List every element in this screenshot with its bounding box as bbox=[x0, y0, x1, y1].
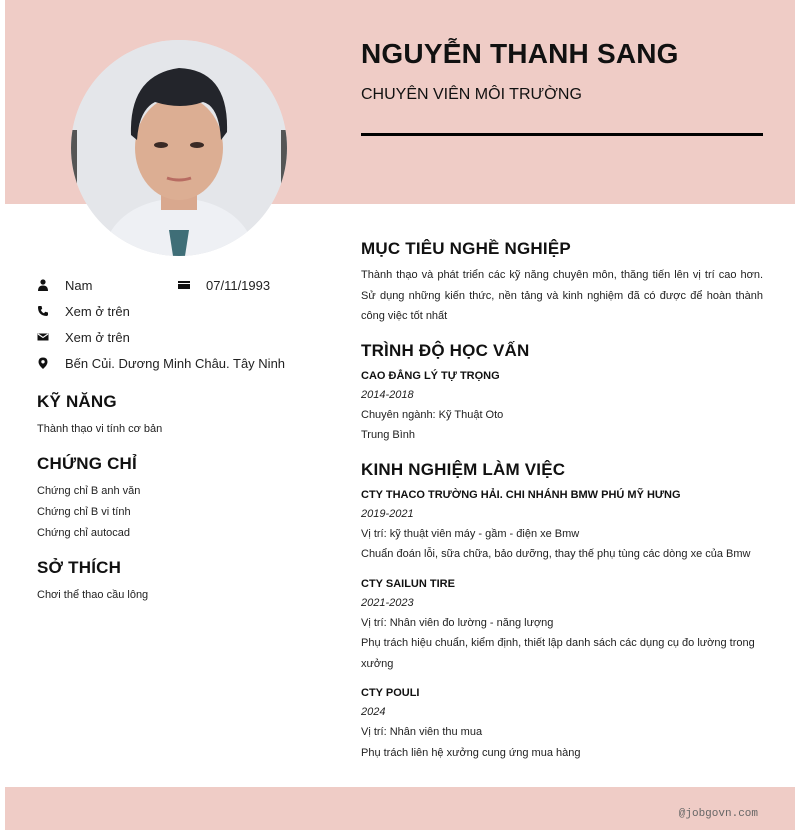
education-grade: Trung Bình bbox=[361, 429, 416, 441]
location-pin-icon bbox=[37, 356, 49, 370]
person-icon bbox=[37, 278, 49, 292]
address-value: Bến Củi. Dương Minh Châu. Tây Ninh bbox=[65, 355, 286, 371]
experience-heading: KINH NGHIỆM LÀM VIỆC bbox=[361, 459, 566, 479]
certificates-section bbox=[37, 454, 327, 544]
certificate-item: Chứng chỉ B vi tính bbox=[37, 506, 131, 518]
experience-description: Phụ trách hiệu chuẩn, kiểm định, thiết lập danh sách các dụng cụ đo lường trong xưởng bbox=[361, 637, 755, 670]
experience-position: Vị trí: Nhân viên thu mua bbox=[361, 726, 483, 738]
skills-section bbox=[37, 392, 327, 440]
gender-birthday-row bbox=[37, 272, 327, 298]
education-entry bbox=[361, 367, 763, 446]
skill-item: Thành thạo vi tính cơ bản bbox=[37, 423, 163, 435]
experience-entry bbox=[361, 684, 763, 763]
hobbies-section bbox=[37, 558, 327, 606]
company-name: CTY SAILUN TIRE bbox=[361, 577, 455, 590]
education-heading: TRÌNH ĐỘ HỌC VẤN bbox=[361, 340, 530, 360]
candidate-name: NGUYỄN THANH SANG bbox=[361, 38, 679, 69]
profile-photo bbox=[71, 40, 287, 256]
phone-value: Xem ở trên bbox=[65, 303, 130, 319]
birthday-value: 07/11/1993 bbox=[206, 277, 271, 293]
experience-period: 2024 bbox=[361, 706, 386, 718]
right-column bbox=[361, 239, 763, 777]
experience-entry bbox=[361, 486, 763, 565]
experience-description: Phụ trách liên hệ xưởng cung ứng mua hàng bbox=[361, 746, 581, 759]
certificate-item: Chứng chỉ autocad bbox=[37, 527, 130, 539]
hobby-item: Chơi thể thao cầu lông bbox=[37, 589, 149, 601]
experience-section bbox=[361, 460, 763, 764]
experience-entry bbox=[361, 575, 763, 675]
gender-value: Nam bbox=[65, 277, 93, 293]
school-name: CAO ĐẲNG LÝ TỰ TRỌNG bbox=[361, 369, 500, 382]
company-name: CTY THACO TRƯỜNG HẢI. CHI NHÁNH BMW PHÚ MỸ HƯNG bbox=[361, 488, 681, 501]
email-row bbox=[37, 324, 327, 350]
certificates-heading: CHỨNG CHỈ bbox=[37, 454, 137, 473]
job-title: CHUYÊN VIÊN MÔI TRƯỜNG bbox=[361, 86, 582, 103]
objective-text: Thành thạo và phát triển các kỹ năng chuyên môn, thăng tiến lên vị trí cao hơn. Sử dụng những kiến thức, nền tảng và kinh nghiệm đã có được để hoàn thành công việc tốt nhất bbox=[361, 269, 763, 322]
footer-band bbox=[5, 787, 795, 830]
certificate-item: Chứng chỉ B anh văn bbox=[37, 485, 141, 497]
avatar bbox=[71, 40, 287, 256]
experience-period: 2019-2021 bbox=[361, 507, 414, 520]
education-major: Chuyên ngành: Kỹ Thuật Oto bbox=[361, 408, 504, 421]
email-value: Xem ở trên bbox=[65, 329, 130, 345]
left-column bbox=[37, 272, 327, 606]
experience-position: Vị trí: kỹ thuật viên máy - gầm - điện xe Bmw bbox=[361, 527, 580, 540]
mail-icon bbox=[37, 330, 49, 344]
objective-section bbox=[361, 239, 763, 327]
objective-heading: MỤC TIÊU NGHỀ NGHIỆP bbox=[361, 239, 571, 258]
skills-heading: KỸ NĂNG bbox=[37, 392, 117, 411]
hobbies-heading: SỞ THÍCH bbox=[37, 558, 122, 577]
experience-period: 2021-2023 bbox=[361, 596, 414, 609]
experience-description: Chuẩn đoán lỗi, sữa chữa, bảo dưỡng, thay thế phụ tùng các dòng xe của Bmw bbox=[361, 548, 751, 560]
education-section bbox=[361, 341, 763, 446]
experience-position: Vị trí: Nhân viên đo lường - năng lượng bbox=[361, 616, 554, 629]
phone-icon bbox=[37, 304, 49, 318]
calendar-icon bbox=[178, 278, 190, 292]
watermark: @jobgovn.com bbox=[678, 808, 758, 820]
address-row bbox=[37, 350, 327, 376]
phone-row bbox=[37, 298, 327, 324]
title-divider bbox=[361, 133, 763, 136]
company-name: CTY POULI bbox=[361, 687, 420, 699]
education-period: 2014-2018 bbox=[361, 388, 414, 401]
